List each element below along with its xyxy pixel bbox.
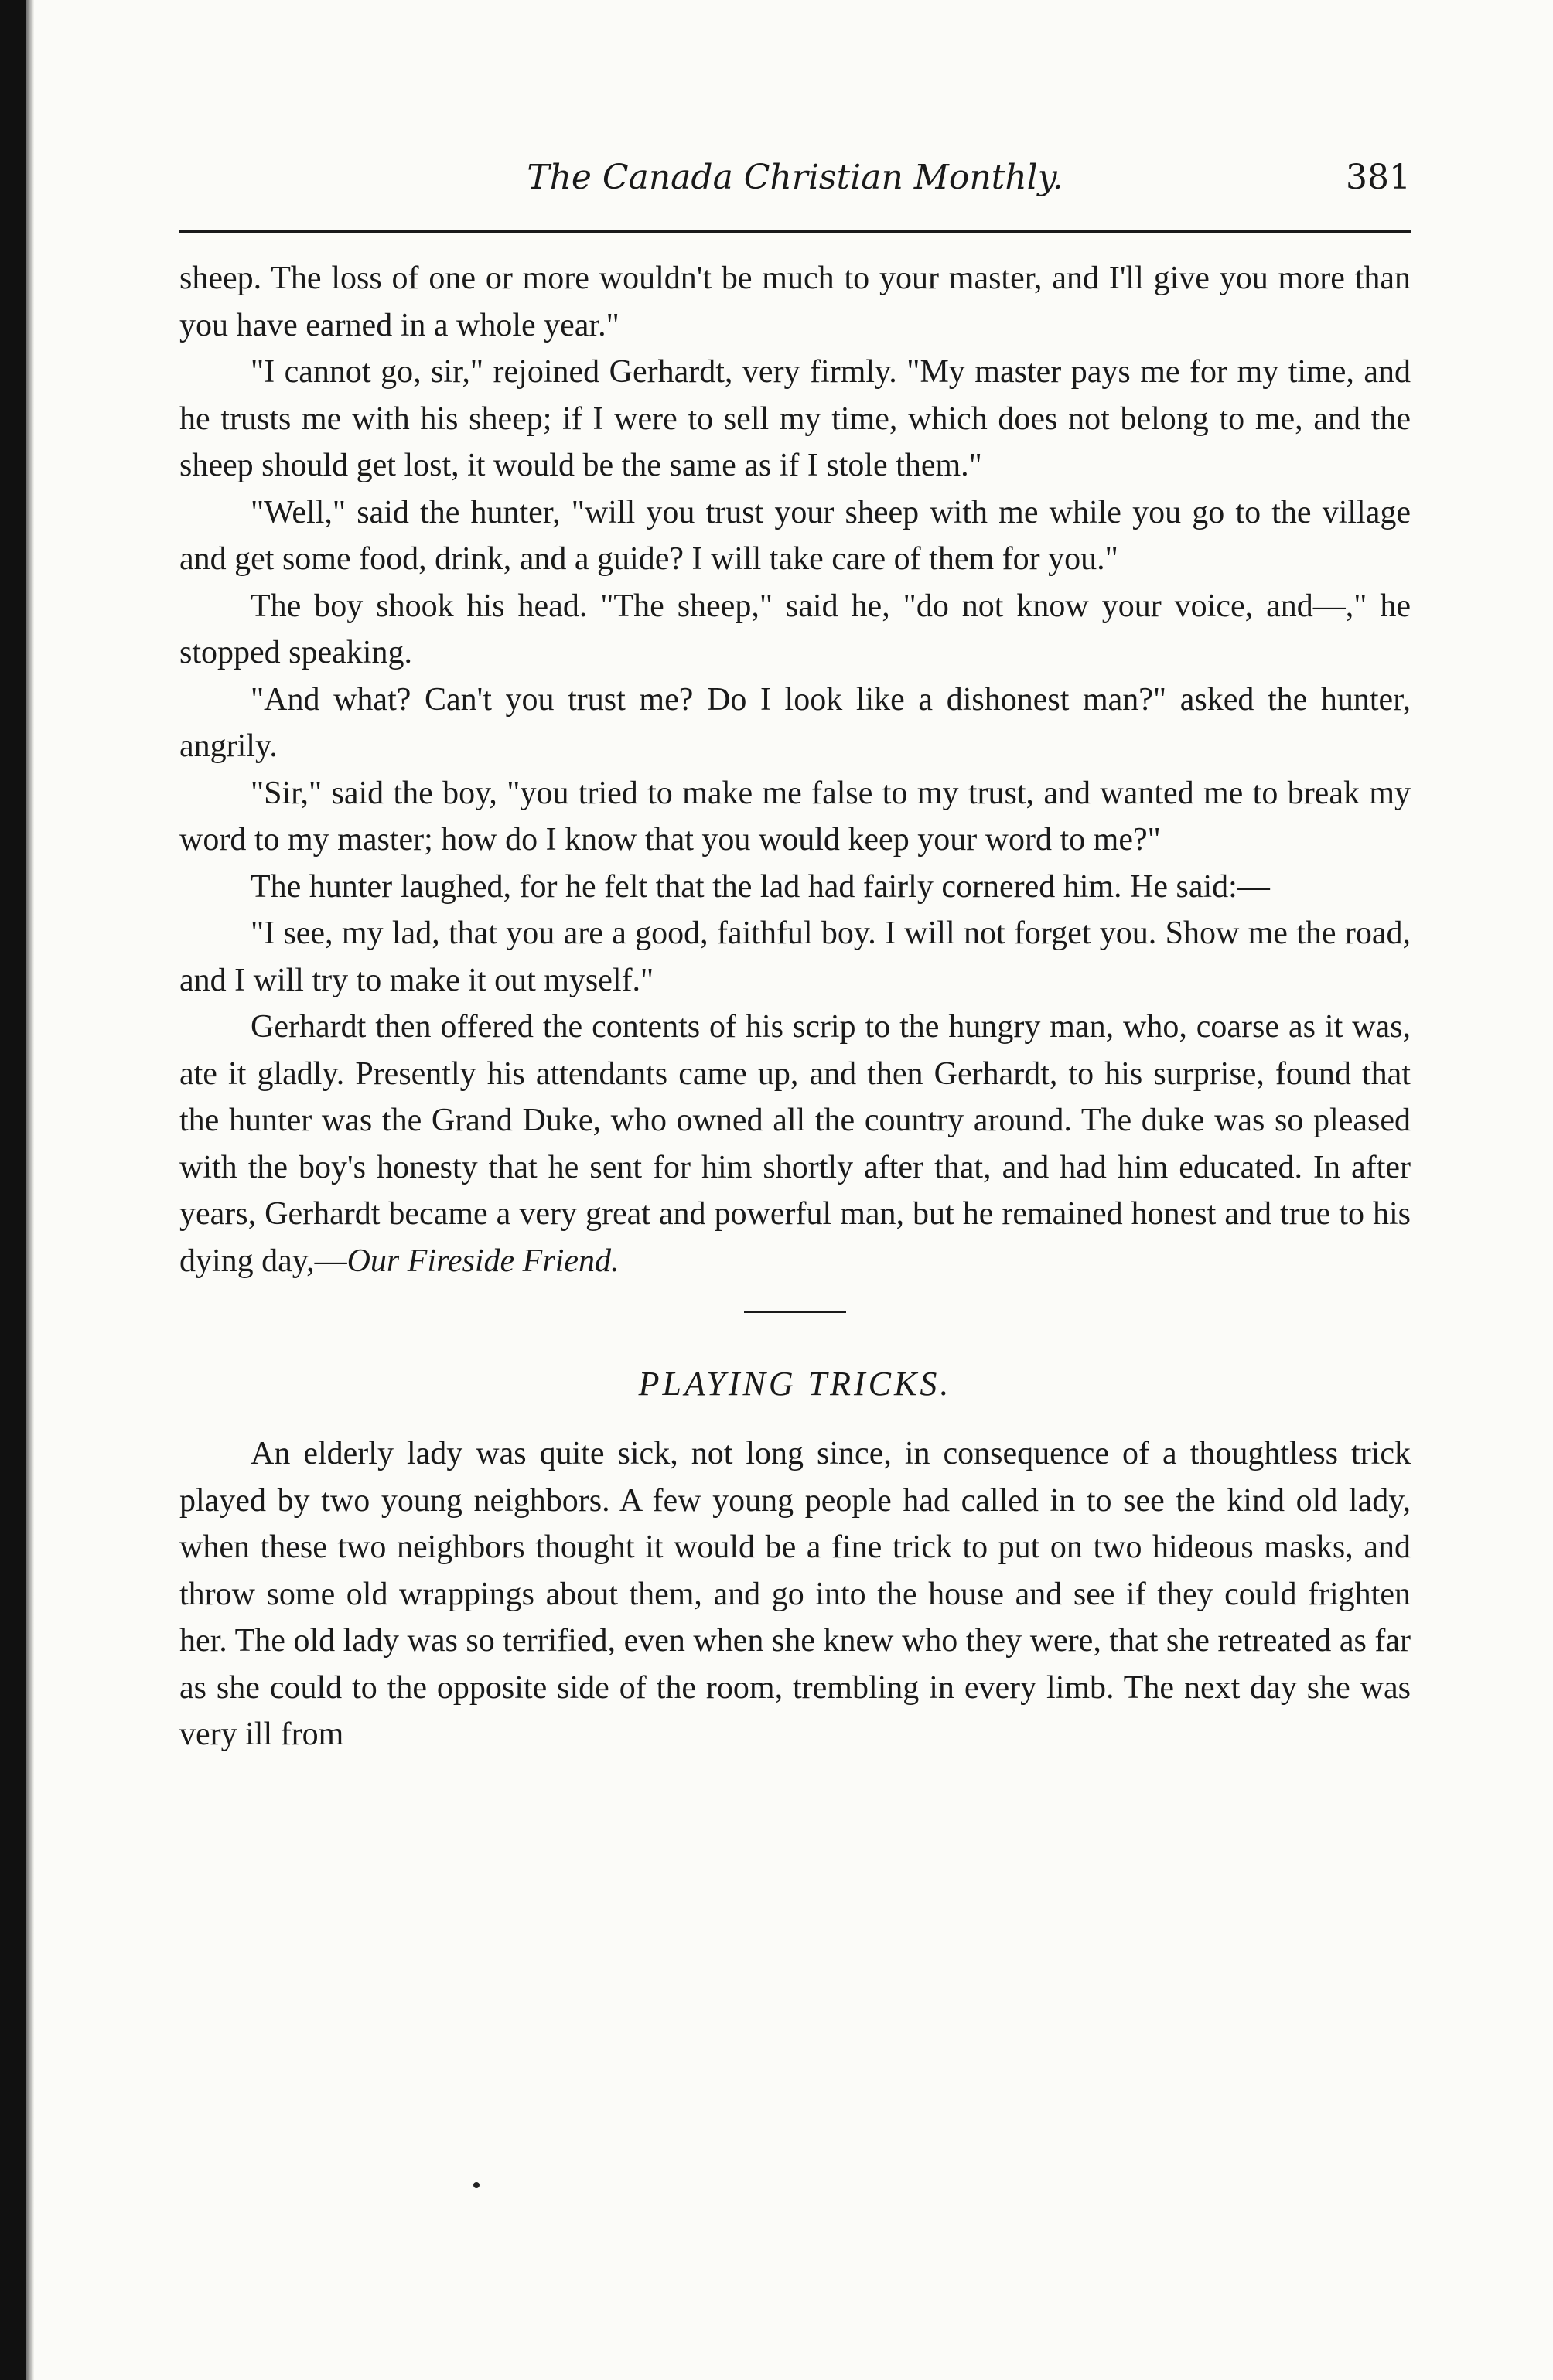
page-header — [179, 155, 1411, 209]
paragraph: "Well," said the hunter, "will you trust your sheep with me while you go to the village and get some food, drink, and a guide? I will take care of them for you." — [179, 494, 1411, 577]
ink-speck — [473, 2182, 480, 2188]
paragraph: The hunter laughed, for he felt that the lad had fairly cornered him. He said:— — [251, 868, 1270, 905]
paragraph: The boy shook his head. "The sheep," said he, "do not know your voice, and—," he stopped speaking. — [179, 588, 1411, 670]
page-number: 381 — [1346, 158, 1411, 197]
paragraph: An elderly lady was quite sick, not long since, in consequence of a thoughtless trick played by two young neighbors. A few young people had called in to see the kind old lady, when these two neighbors thought it would be a fine trick to put on two hideous masks, and throw some old wrappings about them, and go into the house and see if they could frighten her. The old lady was so terrified, even when she knew who they were, that she retreated as far as she could to the opposite side of the room, trembling in every limb. The next day she was very ill from — [179, 1436, 1411, 1752]
binding-shadow — [26, 0, 34, 2380]
paragraph-text: Gerhardt then offered the contents of his scrip to the hungry man, who, coarse as it was, ate it gladly. Presently his attendants came up, and then Gerhardt, to his surprise, found that the hunter was the Grand Duke, who owned all the country around. The duke was so pleased with the boy's honesty that he sent for him shortly after that, and had him educated. In after years, Gerhardt became a very great and powerful man, but he remained honest and true to his dying day,— — [179, 1009, 1411, 1279]
header-rule — [179, 230, 1411, 233]
paragraph: "Sir," said the boy, "you tried to make me false to my trust, and wanted me to break my word to my master; how do I know that you would keep your word to me?" — [179, 775, 1411, 858]
section-title: PLAYING TRICKS. — [638, 1365, 952, 1403]
binding-edge — [0, 0, 26, 2380]
paragraph-continued: sheep. The loss of one or more wouldn't be much to your master, and I'll give you more than you have earned in a whole year." — [179, 261, 1411, 343]
paragraph: "I cannot go, sir," rejoined Gerhardt, very firmly. "My master pays me for my time, and he trusts me with his sheep; if I were to sell my time, which does not belong to me, and the sheep should get lost, it would be the same as if I stole them." — [179, 354, 1411, 483]
source-credit: Our Fireside Friend. — [346, 1243, 619, 1279]
paragraph: "And what? Can't you trust me? Do I look like a dishonest man?" asked the hunter, angrily. — [179, 681, 1411, 764]
paragraph: "I see, my lad, that you are a good, faithful boy. I will not forget you. Show me the road, and I will try to make it out myself." — [179, 916, 1411, 998]
article-body — [179, 255, 1411, 1758]
paragraph-final — [179, 1004, 1411, 1284]
section-divider — [744, 1311, 846, 1313]
running-title: The Canada Christian Monthly. — [527, 158, 1063, 197]
